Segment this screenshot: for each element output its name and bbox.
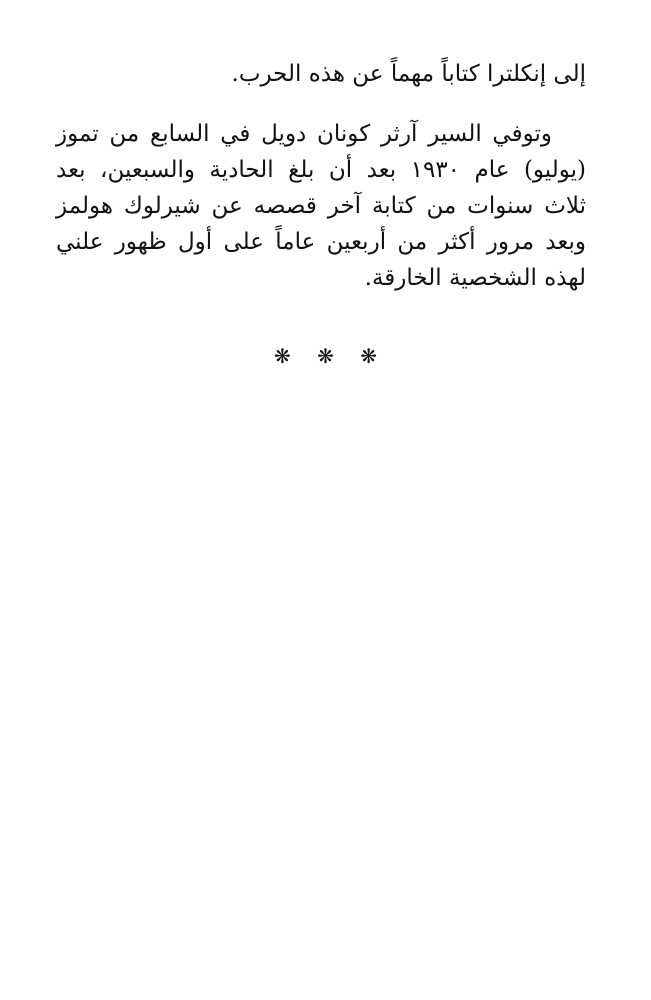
text-line: (يوليو) عام ١٩٣٠ بعد أن بلغ الحادية والسبعين، بعد [56,157,587,183]
section-separator [0,344,651,368]
text-line: وتوفي السير آرثر كونان دويل في السابع من تموز [56,121,552,147]
asterism-icon: ❋ [360,344,377,368]
paragraph-2 [56,116,586,296]
text-line: وبعد مرور أكثر من أربعين عاماً على أول ظهور علني [56,229,586,255]
text-line: إلى إنكلترا كتاباً مهماً عن هذه الحرب. [231,61,586,87]
text-line: لهذه الشخصية الخارقة. [364,265,586,291]
asterism-icon: ❋ [273,344,291,368]
text-line: ثلاث سنوات من كتابة آخر قصصه عن شيرلوك هولمز [56,193,586,219]
paragraph-1 [56,56,586,92]
asterism-icon: ❋ [317,344,334,368]
